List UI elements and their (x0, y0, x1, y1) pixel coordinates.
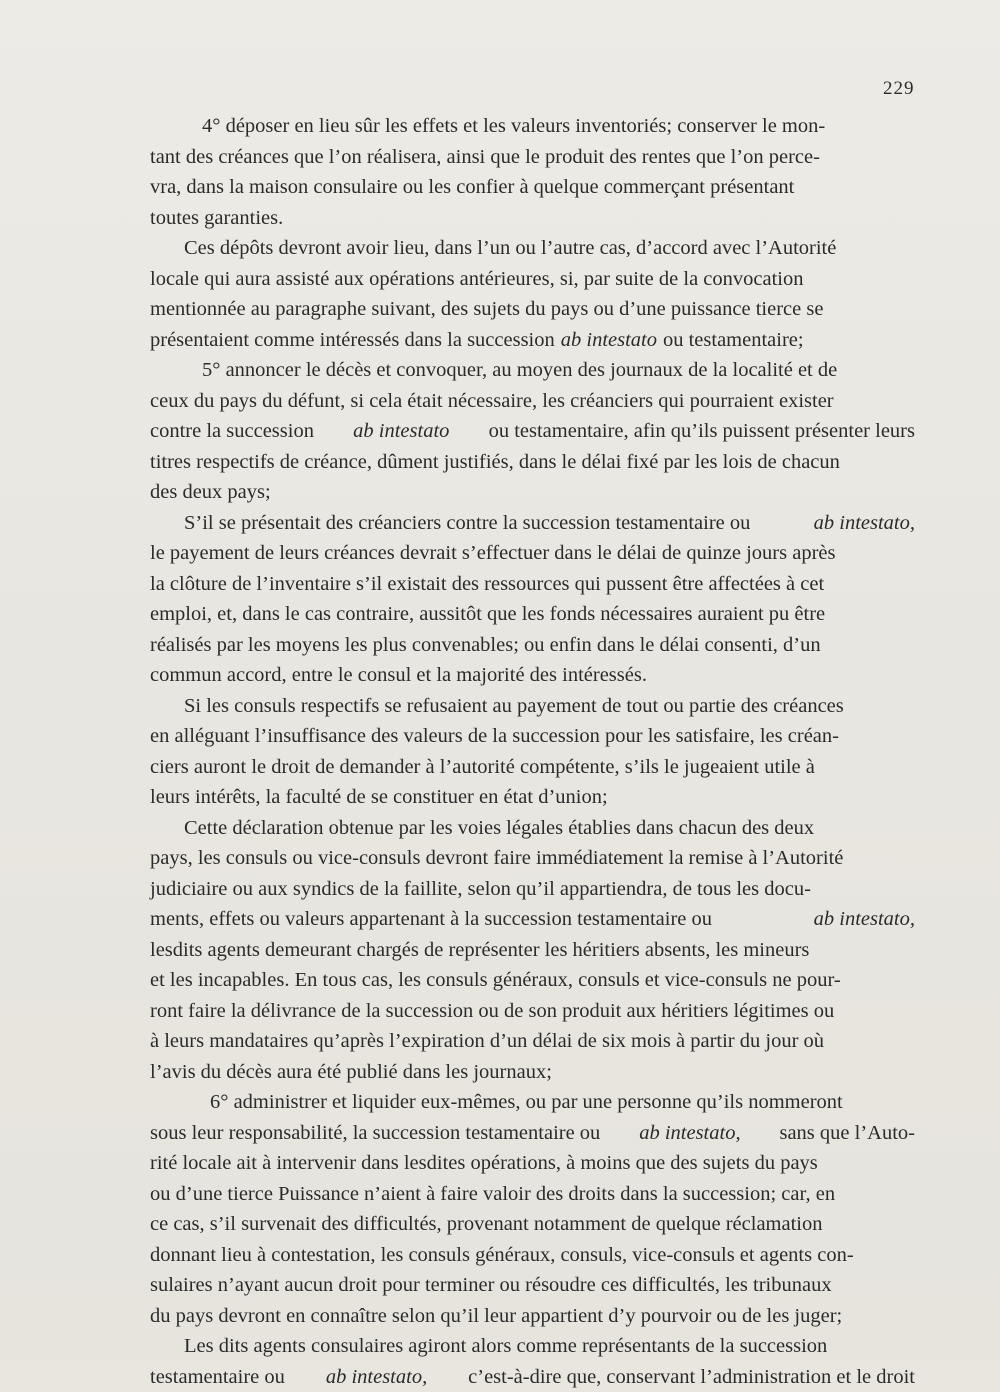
text-line (150, 111, 915, 142)
italic-phrase: ab intestato, (639, 1118, 740, 1149)
text-segment: ciers auront le droit de demander à l’autorité compétente, s’ils le jugeaient utile à (150, 752, 815, 783)
text-segment: réalisés par les moyens les plus convenables; ou enfin dans le délai consenti, d’un (150, 630, 821, 661)
text-segment: donnant lieu à contestation, les consuls généraux, consuls, vice-consuls et agents con- (150, 1240, 854, 1271)
text-line (150, 447, 915, 478)
text-line (150, 874, 915, 905)
text-segment: leurs intérêts, la faculté de se constituer en état d’union; (150, 782, 608, 813)
text-segment: Les dits agents consulaires agiront alors comme représentants de la succession (184, 1331, 827, 1362)
text-segment: du pays devront en connaître selon qu’il leur appartient d’y pourvoir ou de les juger; (150, 1301, 842, 1332)
text-line (150, 1331, 915, 1362)
text-segment: ront faire la délivrance de la succession ou de son produit aux héritiers légitimes ou (150, 996, 834, 1027)
text-line (150, 172, 915, 203)
italic-phrase: ab intestato, (814, 904, 915, 935)
text-segment: sous leur responsabilité, la succession testamentaire ou (150, 1118, 600, 1149)
text-line (150, 355, 915, 386)
text-segment: commun accord, entre le consul et la majorité des intéressés. (150, 660, 647, 691)
text-segment: emploi, et, dans le cas contraire, aussitôt que les fonds nécessaires auraient pu être (150, 599, 825, 630)
text-segment: Cette déclaration obtenue par les voies légales établies dans chacun des deux (184, 813, 814, 844)
text-line (150, 630, 915, 661)
text-segment: Si les consuls respectifs se refusaient au payement de tout ou partie des créances (184, 691, 844, 722)
text-segment: des deux pays; (150, 477, 271, 508)
text-line (150, 752, 915, 783)
text-segment: ments, effets ou valeurs appartenant à la succession testamentaire ou (150, 904, 712, 935)
text-line (150, 508, 915, 539)
text-line (150, 599, 915, 630)
text-line (150, 721, 915, 752)
text-segment: en alléguant l’insuffisance des valeurs de la succession pour les satisfaire, les créan- (150, 721, 839, 752)
text-line (150, 1118, 915, 1149)
text-line (150, 294, 915, 325)
text-line (150, 1209, 915, 1240)
text-segment: l’avis du décès aura été publié dans les journaux; (150, 1057, 552, 1088)
text-line (150, 142, 915, 173)
italic-phrase: ab intestato, (814, 508, 915, 539)
text-segment: locale qui aura assisté aux opérations antérieures, si, par suite de la convocation (150, 264, 804, 295)
text-segment: contre la succession (150, 416, 314, 447)
text-segment: rité locale ait à intervenir dans lesdites opérations, à moins que des sujets du pays (150, 1148, 818, 1179)
page-number: 229 (883, 78, 915, 100)
text-line (150, 935, 915, 966)
text-line (150, 1179, 915, 1210)
text-line (150, 325, 915, 356)
text-segment: S’il se présentait des créanciers contre la succession testamentaire ou (184, 508, 750, 539)
text-segment: toutes garanties. (150, 203, 283, 234)
text-line (150, 1057, 915, 1088)
text-line (150, 691, 915, 722)
text-line (150, 203, 915, 234)
text-segment: mentionnée au paragraphe suivant, des sujets du pays ou d’une puissance tierce se (150, 294, 823, 325)
text-line (150, 660, 915, 691)
text-segment: 5° annoncer le décès et convoquer, au moyen des journaux de la localité et de (202, 355, 837, 386)
text-segment: la clôture de l’inventaire s’il existait des ressources qui pussent être affectées à cet (150, 569, 824, 600)
text-line (150, 996, 915, 1027)
text-line (150, 569, 915, 600)
italic-phrase: ab intestato, (326, 1362, 427, 1392)
text-line (150, 1270, 915, 1301)
text-segment: sulaires n’ayant aucun droit pour terminer ou résoudre ces difficultés, les tribunaux (150, 1270, 832, 1301)
text-line (150, 1362, 915, 1392)
text-segment: à leurs mandataires qu’après l’expiration d’un délai de six mois à partir du jour où (150, 1026, 824, 1057)
italic-phrase: ab intestato (353, 416, 449, 447)
text-line (150, 386, 915, 417)
text-line (150, 843, 915, 874)
text-line (150, 416, 915, 447)
text-line (150, 1240, 915, 1271)
text-segment: ou testamentaire; (663, 325, 804, 356)
text-segment: ce cas, s’il survenait des difficultés, provenant notamment de quelque réclamation (150, 1209, 822, 1240)
text-segment: tant des créances que l’on réalisera, ainsi que le produit des rentes que l’on perce- (150, 142, 820, 173)
text-segment: judiciaire ou aux syndics de la faillite, selon qu’il appartiendra, de tous les docu- (150, 874, 811, 905)
text-segment: testamentaire ou (150, 1362, 285, 1392)
text-line (150, 1148, 915, 1179)
text-line (150, 782, 915, 813)
text-segment: c’est-à-dire que, conservant l’administration et le droit (468, 1362, 915, 1392)
text-segment: ou testamentaire, afin qu’ils puissent présenter leurs (489, 416, 915, 447)
text-segment: Ces dépôts devront avoir lieu, dans l’un ou l’autre cas, d’accord avec l’Autorité (184, 233, 836, 264)
text-line (150, 904, 915, 935)
italic-phrase: ab intestato (561, 325, 657, 356)
text-segment: et les incapables. En tous cas, les consuls généraux, consuls et vice-consuls ne pour- (150, 965, 841, 996)
text-line (150, 813, 915, 844)
text-segment: présentaient comme intéressés dans la succession (150, 325, 555, 356)
body-text (150, 111, 915, 1392)
text-segment: ceux du pays du défunt, si cela était nécessaire, les créanciers qui pourraient exister (150, 386, 834, 417)
text-segment: sans que l’Auto- (779, 1118, 915, 1149)
text-line (150, 264, 915, 295)
text-segment: ou d’une tierce Puissance n’aient à faire valoir des droits dans la succession; car, en (150, 1179, 835, 1210)
text-segment: 6° administrer et liquider eux-mêmes, ou par une personne qu’ils nommeront (210, 1087, 843, 1118)
text-segment: 4° déposer en lieu sûr les effets et les valeurs inventoriés; conserver le mon- (202, 111, 825, 142)
text-segment: vra, dans la maison consulaire ou les confier à quelque commerçant présentant (150, 172, 794, 203)
text-segment: pays, les consuls ou vice-consuls devront faire immédiatement la remise à l’Autorité (150, 843, 843, 874)
text-line (150, 233, 915, 264)
text-segment: lesdits agents demeurant chargés de représenter les héritiers absents, les mineurs (150, 935, 809, 966)
text-line (150, 1301, 915, 1332)
text-segment: le payement de leurs créances devrait s’effectuer dans le délai de quinze jours après (150, 538, 835, 569)
text-line (150, 1087, 915, 1118)
text-line (150, 1026, 915, 1057)
text-line (150, 965, 915, 996)
text-line (150, 477, 915, 508)
text-line (150, 538, 915, 569)
text-segment: titres respectifs de créance, dûment justifiés, dans le délai fixé par les lois de chacun (150, 447, 840, 478)
